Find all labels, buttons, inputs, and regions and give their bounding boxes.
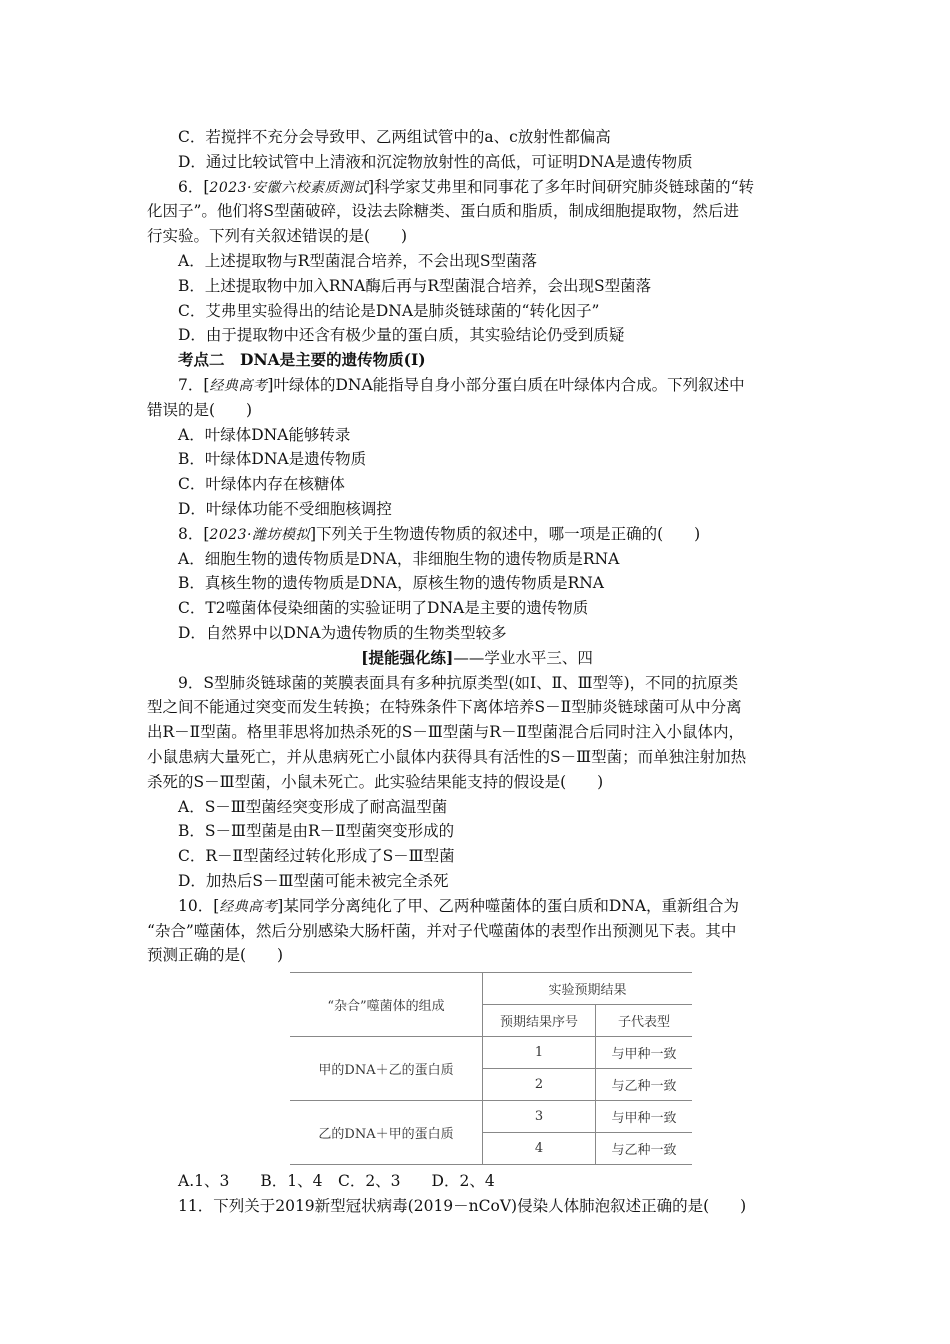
question-7-option-d: D．叶绿体功能不受细胞核调控 (178, 499, 392, 518)
option-c-prev: C．若搅拌不充分会导致甲、乙两组试管中的a、c放射性都偏高 (178, 128, 611, 146)
table-header-results: 实验预期结果 (483, 973, 693, 1005)
question-10-options: A.1、3 B．1、4 C．2、3 D．2、4 (178, 1172, 495, 1191)
question-11-line-1: 11．下列关于2019新型冠状病毒(2019－nCoV)侵染人体肺泡叙述正确的是( ) (178, 1196, 747, 1215)
question-10-source: 经典高考 (219, 898, 278, 915)
question-10-line-1: 10．[经典高考]某同学分离纯化了甲、乙两种噬菌体的蛋白质和DNA，重新组合为 (178, 896, 740, 915)
question-10-line-3: 预测正确的是( ) (147, 946, 284, 965)
question-9-line-3: 出R－Ⅱ型菌。格里菲思将加热杀死的S－Ⅲ型菌与R－Ⅱ型菌混合后同时注入小鼠体内， (147, 723, 744, 742)
question-8-option-b: B．真核生物的遗传物质是DNA，原核生物的遗传物质是RNA (178, 574, 605, 593)
table-cell-type: 与甲种一致 (596, 1101, 693, 1133)
question-9-option-d: D．加热后S－Ⅲ型菌可能未被完全杀死 (178, 871, 449, 890)
table-row (290, 1037, 692, 1069)
question-8-option-d: D．自然界中以DNA为遗传物质的生物类型较多 (178, 623, 507, 642)
question-7-line-2: 错误的是( ) (147, 400, 253, 419)
question-9-line-4: 小鼠患病大量死亡，并从患病死亡小鼠体内获得具有活性的S－Ⅲ型菌；而单独注射加热 (147, 747, 747, 766)
table-cell-seq: 3 (483, 1101, 596, 1133)
question-6-source: 2023·安徽六校素质测试 (209, 179, 369, 196)
question-9-option-b: B．S－Ⅲ型菌是由R－Ⅱ型菌突变形成的 (178, 822, 455, 841)
section-heading-2: 考点二 DNA是主要的遗传物质(Ⅰ) (178, 350, 426, 370)
question-7-option-c: C．叶绿体内存在核糖体 (178, 475, 345, 494)
question-9-option-c: C．R－Ⅱ型菌经过转化形成了S－Ⅲ型菌 (178, 847, 455, 866)
prediction-table-wrap (290, 972, 807, 1165)
table-cell-seq: 2 (483, 1069, 596, 1101)
question-6-line-1: 6．[2023·安徽六校素质测试]科学家艾弗里和同事花了多年时间研究肺炎链球菌的“转 (178, 177, 754, 196)
question-7-option-a: A．叶绿体DNA能够转录 (178, 425, 351, 444)
table-row (290, 1101, 692, 1133)
table-cell-type: 与乙种一致 (596, 1069, 693, 1101)
question-9-option-a: A．S－Ⅲ型菌经突变形成了耐高温型菌 (178, 797, 448, 816)
question-6-line-2: 化因子”。他们将S型菌破碎，设法去除糖类、蛋白质和脂质，制成细胞提取物，然后进 (147, 202, 740, 221)
question-6-option-c: C．艾弗里实验得出的结论是DNA是肺炎链球菌的“转化因子” (178, 301, 600, 320)
question-8-option-a: A．细胞生物的遗传物质是DNA，非细胞生物的遗传物质是RNA (178, 549, 620, 568)
question-9-line-1: 9．S型肺炎链球菌的荚膜表面具有多种抗原类型(如Ⅰ、Ⅱ、Ⅲ型等)，不同的抗原类 (178, 673, 739, 692)
table-cell-composition: 甲的DNA＋乙的蛋白质 (290, 1037, 483, 1101)
question-6-option-d: D．由于提取物中还含有极少量的蛋白质，其实验结论仍受到质疑 (178, 326, 625, 345)
table-cell-type: 与乙种一致 (596, 1133, 693, 1165)
table-header-composition: “杂合”噬菌体的组成 (290, 973, 483, 1037)
table-header-row (290, 973, 692, 1005)
table-header-seq: 预期结果序号 (483, 1005, 596, 1037)
question-7-source: 经典高考 (209, 377, 268, 394)
question-6-option-a: A．上述提取物与R型菌混合培养，不会出现S型菌落 (178, 251, 537, 270)
question-8-option-c: C．T2噬菌体侵染细菌的实验证明了DNA是主要的遗传物质 (178, 599, 589, 618)
question-7-option-b: B．叶绿体DNA是遗传物质 (178, 450, 367, 469)
table-header-type: 子代表型 (596, 1005, 693, 1037)
table-cell-type: 与甲种一致 (596, 1037, 693, 1069)
question-8-source: 2023·潍坊模拟 (209, 526, 311, 543)
question-8-line-1: 8．[2023·潍坊模拟]下列关于生物遗传物质的叙述中，哪一项是正确的( ) (178, 524, 701, 543)
table-cell-seq: 4 (483, 1133, 596, 1165)
page-content (147, 125, 807, 1219)
question-10-line-2: “杂合”噬菌体，然后分别感染大肠杆菌，并对子代噬菌体的表型作出预测见下表。其中 (147, 921, 737, 940)
question-9-line-5: 杀死的S－Ⅲ型菌，小鼠未死亡。此实验结果能支持的假设是( ) (147, 772, 604, 791)
section-heading-3: [提能强化练]——学业水平三、四 (361, 647, 593, 667)
table-cell-seq: 1 (483, 1037, 596, 1069)
table-cell-composition: 乙的DNA＋甲的蛋白质 (290, 1101, 483, 1165)
question-9-line-2: 型之间不能通过突变而发生转换；在特殊条件下离体培养S－Ⅱ型肺炎链球菌可从中分离 (147, 698, 742, 717)
prediction-table (290, 972, 692, 1165)
option-d-prev: D．通过比较试管中上清液和沉淀物放射性的高低，可证明DNA是遗传物质 (178, 152, 693, 171)
question-7-line-1: 7．[经典高考]叶绿体的DNA能指导自身小部分蛋白质在叶绿体内合成。下列叙述中 (178, 375, 745, 394)
question-6-option-b: B．上述提取物中加入RNA酶后再与R型菌混合培养，会出现S型菌落 (178, 276, 652, 295)
question-6-line-3: 行实验。下列有关叙述错误的是( ) (147, 227, 408, 246)
